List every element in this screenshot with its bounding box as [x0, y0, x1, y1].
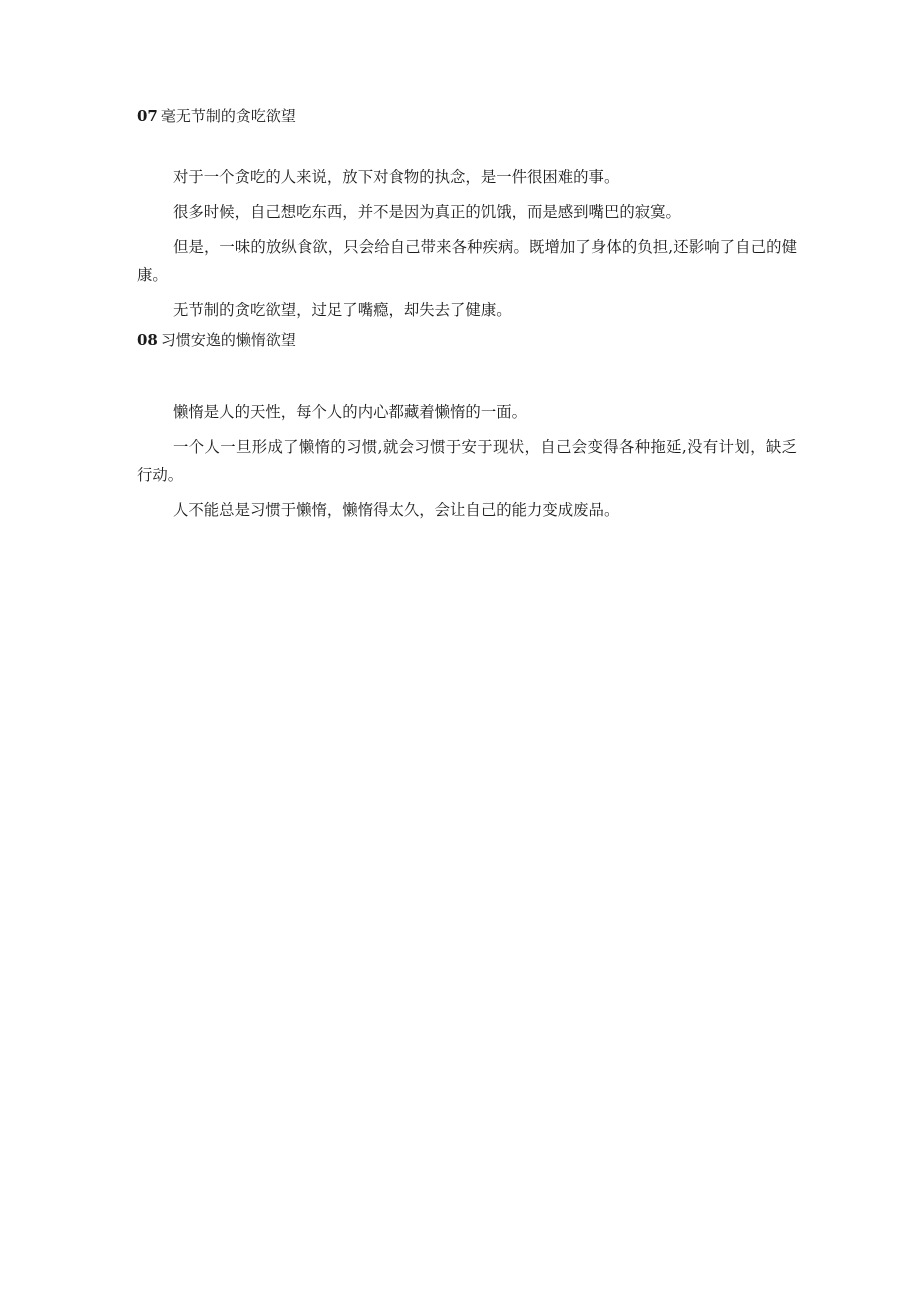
paragraph: 对于一个贪吃的人来说，放下对食物的执念，是一件很困难的事。 — [173, 168, 620, 186]
section-number: 07 — [137, 107, 158, 125]
paragraph: 人不能总是习惯于懒惰，懒惰得太久，会让自己的能力变成废品。 — [173, 501, 620, 519]
paragraph: 无节制的贪吃欲望，过足了嘴瘾，却失去了健康。 — [173, 301, 512, 319]
paragraph: 懒惰是人的天性，每个人的内心都藏着懒惰的一面。 — [173, 403, 527, 421]
section-number: 08 — [137, 331, 158, 349]
section-body-07 — [137, 163, 797, 324]
paragraph: 但是，一味的放纵食欲，只会给自己带来各种疾病。既增加了身体的负担,还影响了自己的健康。 — [137, 238, 797, 284]
section-body-08 — [137, 398, 797, 524]
paragraph: 很多时候，自己想吃东西，并不是因为真正的饥饿，而是感到嘴巴的寂寞。 — [173, 203, 681, 221]
section-heading-08 — [137, 328, 797, 352]
section-title: 习惯安逸的懒惰欲望 — [160, 331, 296, 349]
document-content — [137, 104, 797, 531]
section-title: 毫无节制的贪吃欲望 — [160, 107, 296, 125]
section-heading-07 — [137, 104, 797, 128]
paragraph: 一个人一旦形成了懒惰的习惯,就会习惯于安于现状，自己会变得各种拖延,没有计划，缺乏行动。 — [137, 438, 797, 484]
